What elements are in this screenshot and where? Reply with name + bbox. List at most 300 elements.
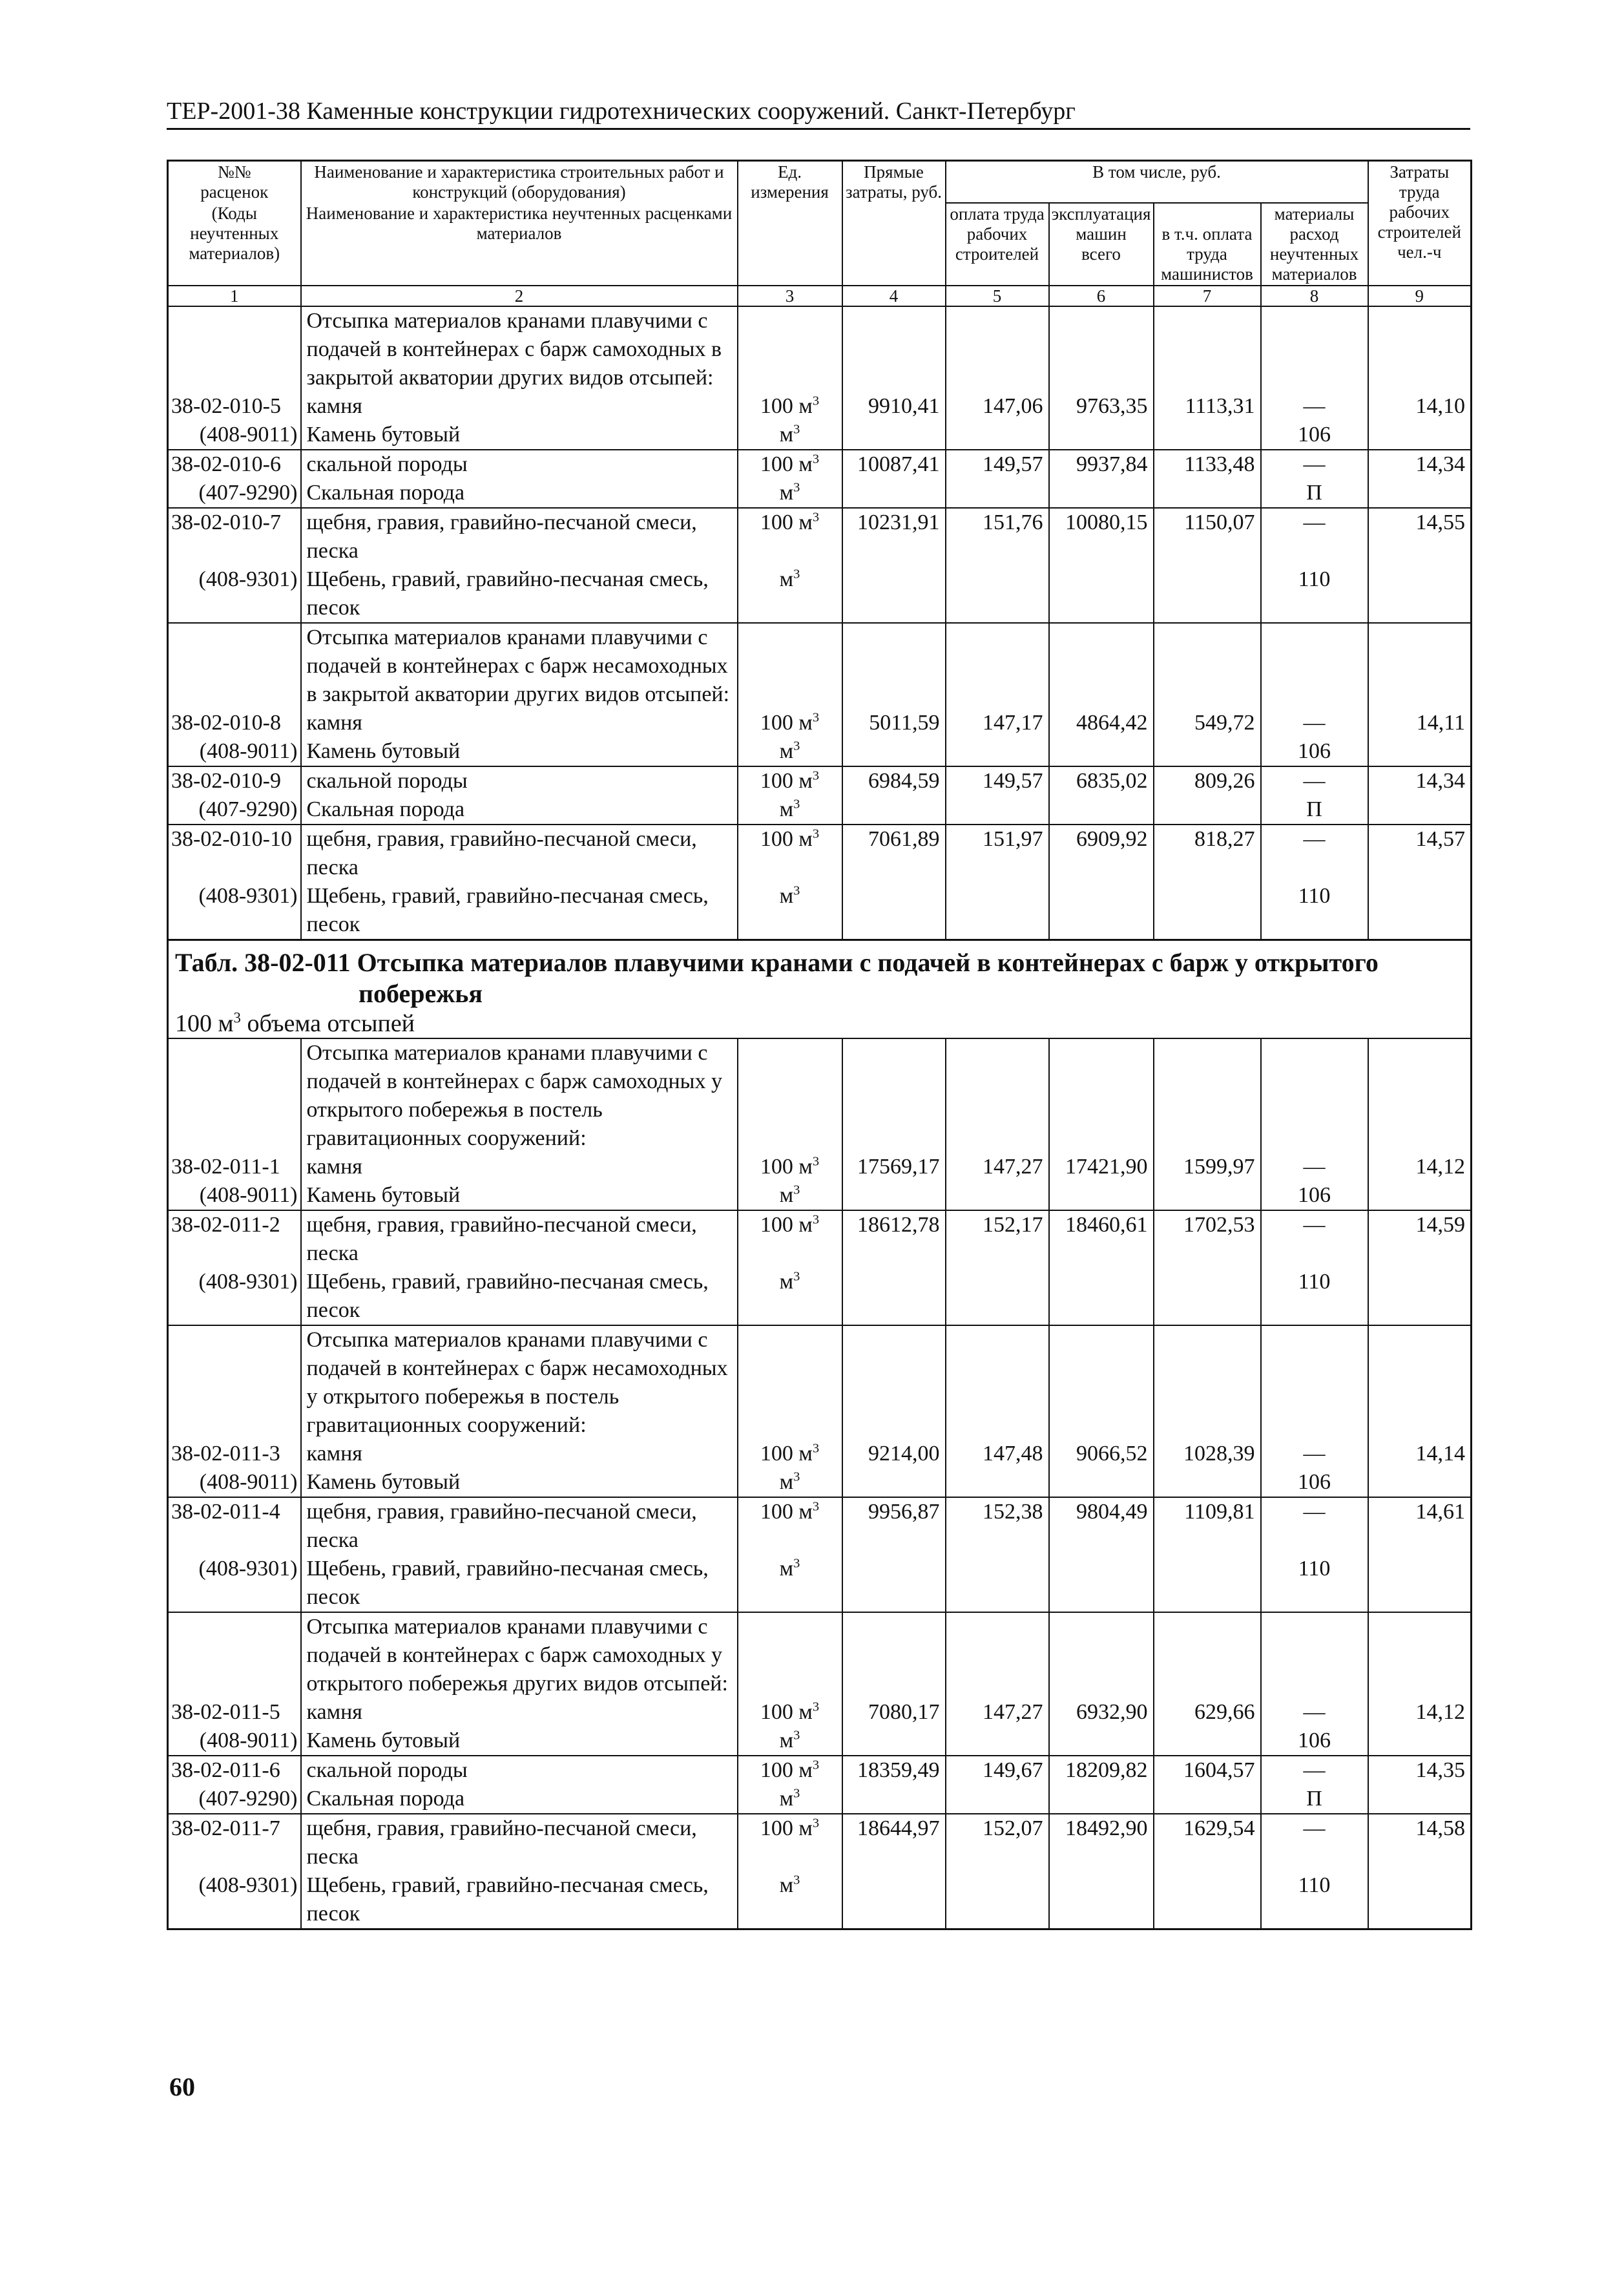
material-code: (408-9301) <box>168 565 301 623</box>
material-row <box>168 565 1472 623</box>
material-unit-text: м <box>779 884 794 908</box>
blank-cell <box>1154 1038 1261 1153</box>
machine-labor: 1599,97 <box>1154 1153 1261 1181</box>
blank-cell <box>946 795 1049 825</box>
blank-cell <box>1049 1181 1154 1210</box>
material-unit-text: м <box>779 1729 794 1752</box>
header-row-1 <box>168 161 1472 204</box>
blank-cell <box>842 1325 946 1440</box>
material-row <box>168 1268 1472 1325</box>
material-cost: — <box>1261 825 1368 882</box>
running-header: ТЕР-2001-38 Каменные конструкции гидротехнических сооружений. Санкт-Петербург <box>167 96 1470 130</box>
section-heading: Отсыпка материалов кранами плавучими с подачей в контейнерах с барж самоходных в закрытой акватории других видов отсыпей: <box>301 306 738 392</box>
unit-text: 100 м <box>760 1213 813 1237</box>
blank-cell <box>1049 565 1154 623</box>
unit: 100 $м^3$ <box>738 1814 842 1871</box>
work-name: щебня, гравия, гравийно-песчаной смеси, песка <box>301 825 738 882</box>
blank-cell <box>842 1038 946 1153</box>
blank-cell <box>168 1038 301 1153</box>
machine-total: 9763,35 <box>1049 392 1154 421</box>
material-qty: 110 <box>1261 882 1368 940</box>
unit: 100 $м^3$ <box>738 508 842 565</box>
material-qty: П <box>1261 1785 1368 1814</box>
machine-labor: 809,26 <box>1154 766 1261 795</box>
blank-cell <box>946 1785 1049 1814</box>
blank-cell <box>1154 1181 1261 1210</box>
blank-cell <box>1049 1785 1154 1814</box>
material-unit-text: м <box>779 739 794 763</box>
machine-labor: 1113,31 <box>1154 392 1261 421</box>
blank-cell <box>1049 1612 1154 1698</box>
col-4-header: Прямые затраты, руб. <box>842 161 946 286</box>
unit-text: 100 м <box>760 452 813 476</box>
material-code: (408-9011) <box>168 1727 301 1756</box>
material-unit-text: м <box>779 481 794 505</box>
material-cost: — <box>1261 1756 1368 1785</box>
machine-total: 6909,92 <box>1049 825 1154 882</box>
rate-row <box>168 709 1472 737</box>
material-row <box>168 737 1472 766</box>
machine-labor: 1028,39 <box>1154 1440 1261 1468</box>
unit-text: 100 м <box>760 394 813 418</box>
blank-cell <box>842 795 946 825</box>
rate-row <box>168 825 1472 882</box>
blank-cell <box>1368 565 1472 623</box>
blank-cell <box>168 623 301 709</box>
blank-cell <box>1368 306 1472 392</box>
material-row <box>168 421 1472 450</box>
col-8-header: материалы расход неучтенных материалов <box>1261 203 1368 286</box>
blank-cell <box>1154 623 1261 709</box>
material-code: (408-9301) <box>168 882 301 940</box>
blank-cell <box>1368 1785 1472 1814</box>
machine-labor: 1109,81 <box>1154 1497 1261 1555</box>
material-name: Камень бутовый <box>301 421 738 450</box>
blank-cell <box>1049 306 1154 392</box>
direct-cost: 5011,59 <box>842 709 946 737</box>
labor-hours: 14,12 <box>1368 1698 1472 1727</box>
machine-labor: 1629,54 <box>1154 1814 1261 1871</box>
material-name: Камень бутовый <box>301 1181 738 1210</box>
rate-row <box>168 1440 1472 1468</box>
machine-total: 9804,49 <box>1049 1497 1154 1555</box>
table-title-line-1: Табл. 38-02-011 Отсыпка материалов плавучими кранами с подачей в контейнерах с барж у открытого <box>175 948 1379 977</box>
material-qty: 110 <box>1261 565 1368 623</box>
labor-hours: 14,11 <box>1368 709 1472 737</box>
material-name: Щебень, гравий, гравийно-песчаная смесь, песок <box>301 882 738 940</box>
material-row <box>168 479 1472 508</box>
blank-cell <box>1154 1871 1261 1929</box>
blank-cell <box>842 1268 946 1325</box>
labor-cost: 147,17 <box>946 709 1049 737</box>
blank-cell <box>1368 1612 1472 1698</box>
machine-total: 18492,90 <box>1049 1814 1154 1871</box>
col-3-header: Ед. измерения <box>738 161 842 286</box>
material-code: (407-9290) <box>168 1785 301 1814</box>
blank-cell <box>946 1038 1049 1153</box>
labor-hours: 14,59 <box>1368 1210 1472 1268</box>
blank-cell <box>1154 479 1261 508</box>
direct-cost: 18612,78 <box>842 1210 946 1268</box>
machine-total: 9937,84 <box>1049 450 1154 479</box>
blank-cell <box>1154 565 1261 623</box>
material-row <box>168 1871 1472 1929</box>
material-cost: — <box>1261 508 1368 565</box>
blank-cell <box>842 306 946 392</box>
table-title <box>168 940 1472 1039</box>
material-unit-text: м <box>779 1873 794 1897</box>
machine-total: 9066,52 <box>1049 1440 1154 1468</box>
labor-cost: 152,17 <box>946 1210 1049 1268</box>
labor-hours: 14,35 <box>1368 1756 1472 1785</box>
material-name: Скальная порода <box>301 479 738 508</box>
blank-cell <box>1368 623 1472 709</box>
blank-cell <box>842 1555 946 1612</box>
work-name: щебня, гравия, гравийно-песчаной смеси, песка <box>301 1210 738 1268</box>
blank-cell <box>1368 1555 1472 1612</box>
blank-cell <box>946 565 1049 623</box>
blank-cell <box>1154 1555 1261 1612</box>
blank-cell <box>1049 623 1154 709</box>
unit: 100 $м^3$ <box>738 1440 842 1468</box>
table-title-line-2: побережья <box>359 979 483 1008</box>
blank-cell <box>1368 1871 1472 1929</box>
blank-cell <box>1154 1612 1261 1698</box>
blank-cell <box>946 882 1049 940</box>
material-qty: П <box>1261 479 1368 508</box>
material-qty: 106 <box>1261 1727 1368 1756</box>
colnum-9: 9 <box>1368 286 1472 306</box>
blank-cell <box>168 1325 301 1440</box>
labor-hours: 14,58 <box>1368 1814 1472 1871</box>
material-name: Щебень, гравий, гравийно-песчаная смесь, песок <box>301 1268 738 1325</box>
blank-cell <box>738 1612 842 1698</box>
direct-cost: 10087,41 <box>842 450 946 479</box>
labor-cost: 149,67 <box>946 1756 1049 1785</box>
material-unit: $м^3$ <box>738 1555 842 1612</box>
blank-cell <box>1261 623 1368 709</box>
direct-cost: 7080,17 <box>842 1698 946 1727</box>
blank-cell <box>738 623 842 709</box>
direct-cost: 9910,41 <box>842 392 946 421</box>
material-unit-text: м <box>779 423 794 447</box>
rate-row <box>168 1814 1472 1871</box>
blank-cell <box>946 1555 1049 1612</box>
machine-total: 4864,42 <box>1049 709 1154 737</box>
blank-cell <box>1154 1785 1261 1814</box>
colnum-1: 1 <box>168 286 301 306</box>
blank-cell <box>1049 1727 1154 1756</box>
material-unit-text: м <box>779 1183 794 1207</box>
labor-cost: 149,57 <box>946 450 1049 479</box>
material-unit: $м^3$ <box>738 1871 842 1929</box>
unit-text: 100 м <box>760 827 813 851</box>
blank-cell <box>842 479 946 508</box>
blank-cell <box>842 1468 946 1497</box>
work-name: скальной породы <box>301 766 738 795</box>
rate-code: 38-02-011-6 <box>168 1756 301 1785</box>
blank-cell <box>1049 882 1154 940</box>
blank-cell <box>842 1785 946 1814</box>
machine-labor: 629,66 <box>1154 1698 1261 1727</box>
material-name: Щебень, гравий, гравийно-песчаная смесь, песок <box>301 1555 738 1612</box>
direct-cost: 10231,91 <box>842 508 946 565</box>
rate-row <box>168 1153 1472 1181</box>
column-numbers-row <box>168 286 1472 306</box>
material-qty: 110 <box>1261 1871 1368 1929</box>
unit: 100 $м^3$ <box>738 825 842 882</box>
blank-cell <box>842 1612 946 1698</box>
incl-header: В том числе, руб. <box>946 161 1368 204</box>
rate-row <box>168 1698 1472 1727</box>
labor-cost: 152,38 <box>946 1497 1049 1555</box>
blank-cell <box>1049 1871 1154 1929</box>
material-qty: 106 <box>1261 1468 1368 1497</box>
material-cost: — <box>1261 1153 1368 1181</box>
material-qty: 110 <box>1261 1268 1368 1325</box>
material-cost: — <box>1261 709 1368 737</box>
table-unit: 100 $м^3$ объема отсыпей <box>175 1009 415 1037</box>
blank-cell <box>1261 1325 1368 1440</box>
blank-cell <box>842 1727 946 1756</box>
blank-cell <box>946 1727 1049 1756</box>
labor-cost: 149,57 <box>946 766 1049 795</box>
machine-total: 17421,90 <box>1049 1153 1154 1181</box>
blank-cell <box>946 1268 1049 1325</box>
col-2-subheader: Наименование и характеристика неучтенных расценками материалов <box>301 203 738 286</box>
rate-row <box>168 1210 1472 1268</box>
rate-row <box>168 450 1472 479</box>
section-heading-row <box>168 1038 1472 1153</box>
material-cost: — <box>1261 1814 1368 1871</box>
unit-text: 100 м <box>760 1700 813 1724</box>
material-unit: $м^3$ <box>738 1785 842 1814</box>
blank-cell <box>1154 737 1261 766</box>
material-code: (408-9301) <box>168 1555 301 1612</box>
work-name: камня <box>301 709 738 737</box>
material-qty: П <box>1261 795 1368 825</box>
blank-cell <box>1368 737 1472 766</box>
blank-cell <box>946 1871 1049 1929</box>
material-name: Камень бутовый <box>301 1727 738 1756</box>
unit: 100 $м^3$ <box>738 709 842 737</box>
labor-cost: 147,27 <box>946 1153 1049 1181</box>
machine-total: 18209,82 <box>1049 1756 1154 1785</box>
work-name: скальной породы <box>301 1756 738 1785</box>
work-name: камня <box>301 392 738 421</box>
blank-cell <box>842 1871 946 1929</box>
material-name: Щебень, гравий, гравийно-песчаная смесь, песок <box>301 1871 738 1929</box>
material-cost: — <box>1261 1210 1368 1268</box>
blank-cell <box>946 421 1049 450</box>
unit: 100 $м^3$ <box>738 1153 842 1181</box>
blank-cell <box>1049 1038 1154 1153</box>
work-name: камня <box>301 1698 738 1727</box>
work-name: щебня, гравия, гравийно-песчаной смеси, песка <box>301 508 738 565</box>
work-name: скальной породы <box>301 450 738 479</box>
labor-cost: 151,97 <box>946 825 1049 882</box>
colnum-7: 7 <box>1154 286 1261 306</box>
blank-cell <box>1368 479 1472 508</box>
material-code: (408-9011) <box>168 421 301 450</box>
blank-cell <box>1049 1268 1154 1325</box>
col-6-header: эксплуатация машин всего <box>1049 203 1154 286</box>
blank-cell <box>1049 1325 1154 1440</box>
labor-cost: 151,76 <box>946 508 1049 565</box>
blank-cell <box>946 306 1049 392</box>
blank-cell <box>842 1181 946 1210</box>
blank-cell <box>1368 1181 1472 1210</box>
labor-hours: 14,14 <box>1368 1440 1472 1468</box>
blank-cell <box>1154 882 1261 940</box>
blank-cell <box>946 623 1049 709</box>
blank-cell <box>1368 421 1472 450</box>
rates-table <box>167 160 1472 1930</box>
blank-cell <box>946 1468 1049 1497</box>
col-5-header: оплата труда рабочих строителей <box>946 203 1049 286</box>
unit-text: 100 м <box>760 1816 813 1840</box>
direct-cost: 9214,00 <box>842 1440 946 1468</box>
section-heading: Отсыпка материалов кранами плавучими с подачей в контейнерах с барж самоходных у открытого побережья в постель гравитационных сооружений: <box>301 1038 738 1153</box>
col-2-header: Наименование и характеристика строительных работ и конструкций (оборудования) <box>301 161 738 204</box>
material-code: (408-9301) <box>168 1268 301 1325</box>
labor-hours: 14,12 <box>1368 1153 1472 1181</box>
material-row <box>168 1727 1472 1756</box>
blank-cell <box>738 1325 842 1440</box>
labor-hours: 14,34 <box>1368 450 1472 479</box>
blank-cell <box>1368 1727 1472 1756</box>
material-unit: $м^3$ <box>738 882 842 940</box>
labor-hours: 14,34 <box>1368 766 1472 795</box>
material-unit-text: м <box>779 1270 794 1294</box>
material-cost: — <box>1261 1698 1368 1727</box>
material-row <box>168 1785 1472 1814</box>
rate-code: 38-02-010-9 <box>168 766 301 795</box>
unit: 100 $м^3$ <box>738 450 842 479</box>
material-unit: $м^3$ <box>738 421 842 450</box>
direct-cost: 7061,89 <box>842 825 946 882</box>
blank-cell <box>842 737 946 766</box>
blank-cell <box>946 1612 1049 1698</box>
material-row <box>168 882 1472 940</box>
blank-cell <box>1154 306 1261 392</box>
material-code: (407-9290) <box>168 479 301 508</box>
blank-cell <box>946 479 1049 508</box>
blank-cell <box>1049 1468 1154 1497</box>
blank-cell <box>842 565 946 623</box>
section-heading: Отсыпка материалов кранами плавучими с подачей в контейнерах с барж несамоходных у открытого побережья в постель гравитационных сооружений: <box>301 1325 738 1440</box>
labor-hours: 14,10 <box>1368 392 1472 421</box>
machine-total: 6835,02 <box>1049 766 1154 795</box>
blank-cell <box>1261 1038 1368 1153</box>
material-unit-text: м <box>779 1470 794 1494</box>
labor-hours: 14,55 <box>1368 508 1472 565</box>
material-unit: $м^3$ <box>738 737 842 766</box>
colnum-4: 4 <box>842 286 946 306</box>
colnum-5: 5 <box>946 286 1049 306</box>
unit: 100 $м^3$ <box>738 766 842 795</box>
unit: 100 $м^3$ <box>738 1756 842 1785</box>
work-name: щебня, гравия, гравийно-песчаной смеси, песка <box>301 1814 738 1871</box>
blank-cell <box>1049 1555 1154 1612</box>
labor-hours: 14,61 <box>1368 1497 1472 1555</box>
colnum-8: 8 <box>1261 286 1368 306</box>
machine-labor: 549,72 <box>1154 709 1261 737</box>
material-unit: $м^3$ <box>738 565 842 623</box>
blank-cell <box>738 1038 842 1153</box>
table-body <box>168 161 1472 1929</box>
blank-cell <box>946 737 1049 766</box>
blank-cell <box>1049 795 1154 825</box>
machine-total: 10080,15 <box>1049 508 1154 565</box>
direct-cost: 9956,87 <box>842 1497 946 1555</box>
machine-labor: 1150,07 <box>1154 508 1261 565</box>
direct-cost: 17569,17 <box>842 1153 946 1181</box>
material-row <box>168 1181 1472 1210</box>
blank-cell <box>168 1612 301 1698</box>
material-unit: $м^3$ <box>738 1468 842 1497</box>
rate-code: 38-02-010-5 <box>168 392 301 421</box>
material-cost: — <box>1261 1440 1368 1468</box>
labor-cost: 147,27 <box>946 1698 1049 1727</box>
unit: 100 $м^3$ <box>738 1497 842 1555</box>
unit-text: 100 м <box>760 1758 813 1782</box>
section-heading-row <box>168 623 1472 709</box>
rate-code: 38-02-010-8 <box>168 709 301 737</box>
material-row <box>168 795 1472 825</box>
work-name: щебня, гравия, гравийно-песчаной смеси, песка <box>301 1497 738 1555</box>
labor-cost: 147,48 <box>946 1440 1049 1468</box>
unit-text: 100 м <box>760 1155 813 1179</box>
material-cost: — <box>1261 392 1368 421</box>
blank-cell <box>1049 479 1154 508</box>
material-qty: 106 <box>1261 1181 1368 1210</box>
rate-code: 38-02-011-4 <box>168 1497 301 1555</box>
rate-code: 38-02-011-2 <box>168 1210 301 1268</box>
unit-text: 100 м <box>760 510 813 534</box>
machine-total: 18460,61 <box>1049 1210 1154 1268</box>
work-name: камня <box>301 1153 738 1181</box>
col-1-header: №№ расценок <box>168 161 301 204</box>
rate-row <box>168 508 1472 565</box>
blank-cell <box>1154 1325 1261 1440</box>
material-code: (407-9290) <box>168 795 301 825</box>
material-unit: $м^3$ <box>738 1181 842 1210</box>
machine-labor: 1702,53 <box>1154 1210 1261 1268</box>
rate-row <box>168 1756 1472 1785</box>
material-unit: $м^3$ <box>738 479 842 508</box>
work-name: камня <box>301 1440 738 1468</box>
blank-cell <box>1368 1468 1472 1497</box>
blank-cell <box>946 1325 1049 1440</box>
blank-cell <box>842 623 946 709</box>
material-unit-text: м <box>779 797 794 821</box>
page-number: 60 <box>169 2072 195 2101</box>
rate-row <box>168 1497 1472 1555</box>
rate-row <box>168 766 1472 795</box>
material-code: (408-9011) <box>168 737 301 766</box>
material-name: Камень бутовый <box>301 1468 738 1497</box>
material-name: Скальная порода <box>301 1785 738 1814</box>
direct-cost: 6984,59 <box>842 766 946 795</box>
material-cost: — <box>1261 1497 1368 1555</box>
blank-cell <box>1368 795 1472 825</box>
machine-labor: 1133,48 <box>1154 450 1261 479</box>
blank-cell <box>1154 795 1261 825</box>
material-unit-text: м <box>779 1787 794 1811</box>
material-unit: $м^3$ <box>738 1268 842 1325</box>
blank-cell <box>1049 421 1154 450</box>
